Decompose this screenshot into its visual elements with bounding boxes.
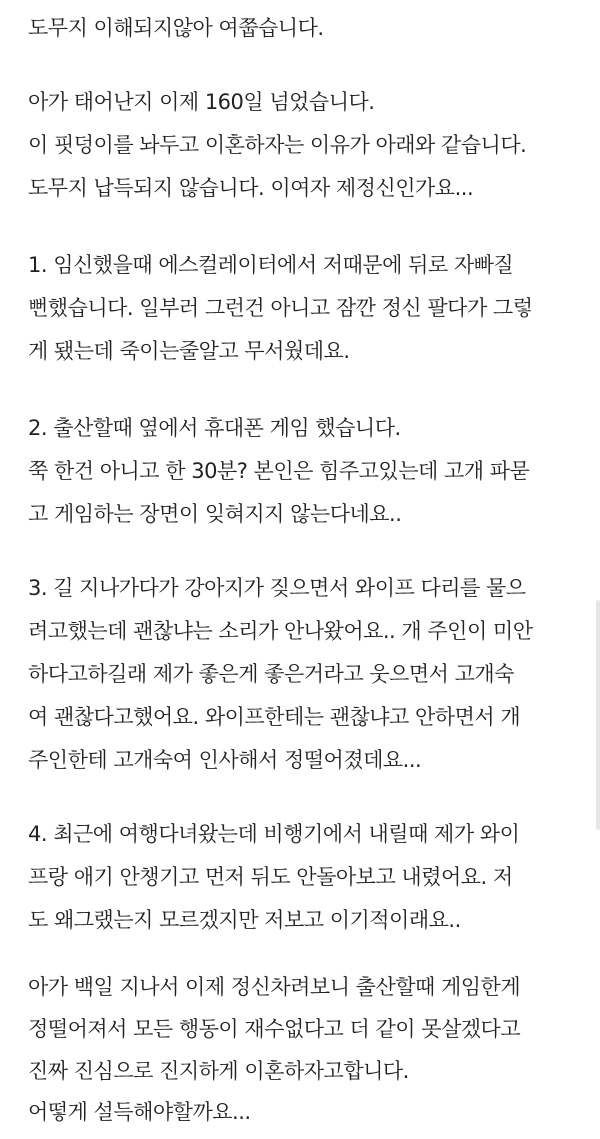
post-line: 프랑 애기 안챙기고 먼저 뒤도 안돌아보고 내렸어요. 저 [28, 865, 513, 889]
post-line: 려고했는데 괜찮냐는 소리가 안나왔어요.. 개 주인이 미안 [28, 619, 533, 643]
post-line: 게 됐는데 죽이는줄알고 무서웠데요. [28, 339, 350, 363]
post-line: 주인한테 고개숙여 인사해서 정떨어졌데요... [28, 748, 422, 772]
post-line: 2. 출산할때 옆에서 휴대폰 게임 했습니다. [28, 416, 401, 440]
post-line: 진짜 진심으로 진지하게 이혼하자고합니다. [28, 1059, 409, 1083]
post-line: 4. 최근에 여행다녀왔는데 비행기에서 내릴때 제가 와이 [28, 822, 520, 846]
post-line: 하다고하길래 제가 좋은게 좋은거라고 웃으면서 고개숙 [28, 662, 514, 686]
post-line: 고 게임하는 장면이 잊혀지지 않는다네요.. [28, 502, 402, 526]
post-line: 뻔했습니다. 일부러 그런건 아니고 잠깐 정신 팔다가 그렇 [28, 296, 533, 320]
post-line: 아가 태어난지 이제 160일 넘었습니다. [28, 90, 375, 114]
post-line: 정떨어져서 모든 행동이 재수없다고 더 같이 못살겠다고 [28, 1017, 521, 1041]
post-line: 도 왜그랬는지 모르겠지만 저보고 이기적이래요.. [28, 908, 461, 932]
post-line: 1. 임신했을때 에스컬레이터에서 저때문에 뒤로 자빠질 [28, 253, 514, 277]
post-line: 도무지 이해되지않아 여쭙습니다. [28, 16, 324, 40]
post-line: 도무지 납득되지 않습니다. 이여자 제정신인가요... [28, 176, 474, 200]
post-line: 3. 길 지나가다가 강아지가 짖으면서 와이프 다리를 물으 [28, 576, 526, 600]
post-line: 아가 백일 지나서 이제 정신차려보니 출산할때 게임한게 [28, 975, 521, 999]
scrollbar[interactable] [596, 600, 600, 830]
post-line: 어떻게 설득해야할까요... [28, 1100, 251, 1124]
post-line: 쭉 한건 아니고 한 30분? 본인은 힘주고있는데 고개 파묻 [28, 459, 530, 483]
post-line: 이 핏덩이를 놔두고 이혼하자는 이유가 아래와 같습니다. [28, 133, 527, 157]
post-line: 여 괜찮다고했어요. 와이프한테는 괜찮냐고 안하면서 개 [28, 705, 521, 729]
